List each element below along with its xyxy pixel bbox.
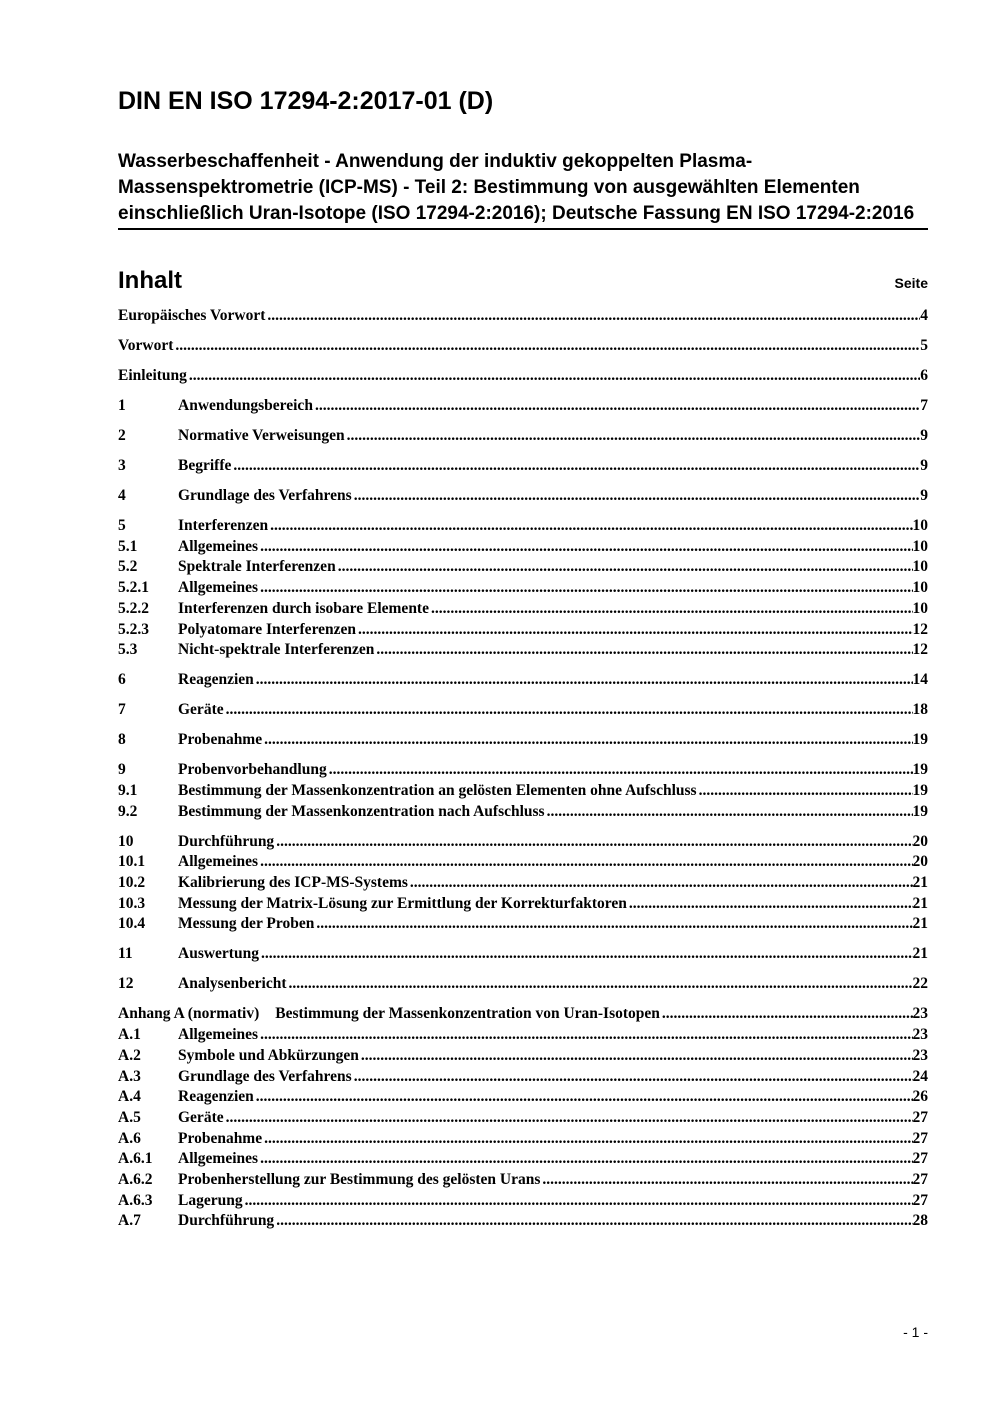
title-divider-line	[118, 228, 928, 230]
toc-entry	[118, 640, 928, 661]
toc-entry-number: 5.2.3	[118, 620, 149, 638]
page-column-label: Seite	[894, 275, 928, 291]
toc-entry	[118, 1211, 928, 1232]
toc-entry	[118, 760, 928, 781]
toc-leader-dots	[276, 832, 912, 853]
toc-leader-dots	[245, 1191, 913, 1212]
toc-leader-dots	[629, 894, 913, 915]
toc-entry-page: 23	[912, 1026, 928, 1044]
toc-entry	[118, 456, 928, 477]
toc-entry-page: 14	[912, 671, 928, 689]
toc-entry-title: Anwendungsbereich	[178, 397, 313, 414]
toc-entry-page: 19	[912, 761, 928, 779]
toc-entry-number: A.4	[118, 1088, 141, 1106]
toc-entry-number: 10.4	[118, 915, 146, 933]
toc-leader-dots	[256, 670, 913, 691]
toc-leader-dots	[547, 802, 913, 823]
toc-entry	[118, 1004, 928, 1025]
toc-entry	[118, 557, 928, 578]
toc-entry	[118, 578, 928, 599]
toc-entry-page: 19	[912, 781, 928, 799]
toc-entry-page: 10	[912, 537, 928, 555]
toc-entry-page: 21	[912, 945, 928, 963]
toc-entry-title: Allgemeines	[178, 537, 259, 555]
toc-entry	[118, 894, 928, 915]
toc-leader-dots	[260, 852, 912, 873]
toc-entry-number: 7	[118, 701, 126, 719]
toc-entry	[118, 306, 928, 327]
toc-entry-number: 5.1	[118, 537, 138, 555]
toc-entry-page: 4	[920, 307, 928, 324]
toc-leader-dots	[410, 873, 913, 894]
document-subtitle: Wasserbeschaffenheit - Anwendung der induktiv gekoppelten Plasma-Massenspektrometrie (ICP-MS) - Teil 2: Bestimmung von ausgewählten Elementen einschließlich Uran-Isotope (ISO 17294-2:2016); Deutsche Fassung EN ISO 17294-2:2016	[118, 151, 915, 224]
toc-leader-dots	[260, 1149, 912, 1170]
toc-entry-title: Bestimmung der Massenkonzentration an gelösten Elementen ohne Aufschluss	[178, 781, 697, 799]
toc-entry-title: Messung der Proben	[178, 915, 315, 933]
toc-entry-number: 5.2.1	[118, 579, 149, 597]
toc-entry-page: 9	[920, 457, 928, 474]
toc-entry-number: 10.2	[118, 874, 146, 892]
toc-entry-page: 21	[912, 915, 928, 933]
toc-entry-number: 10	[118, 832, 134, 850]
toc-leader-dots	[347, 426, 921, 447]
toc-entry-page: 12	[912, 620, 928, 638]
page-content	[118, 0, 928, 1232]
toc-entry-title: Interferenzen	[178, 517, 269, 534]
toc-entry-title: Geräte	[178, 701, 224, 719]
toc-entry-title: Allgemeines	[178, 853, 259, 871]
toc-leader-dots	[662, 1004, 913, 1025]
toc-entry-page: 20	[912, 832, 928, 850]
toc-entry-page: 23	[912, 1046, 928, 1064]
toc-entry-title: Bestimmung der Massenkonzentration von Uran-Isotopen	[275, 1005, 660, 1023]
toc-entry-title: Grundlage des Verfahrens	[178, 1067, 352, 1085]
toc-entry-number: 12	[118, 975, 134, 993]
toc-entry	[118, 1067, 928, 1088]
toc-entry-number: A.2	[118, 1046, 141, 1064]
toc-entry-number: 5	[118, 517, 126, 534]
toc-entry-page: 27	[912, 1129, 928, 1147]
toc-entry	[118, 1046, 928, 1067]
toc-entry	[118, 1129, 928, 1150]
toc-entry-number: 5.2.2	[118, 599, 149, 617]
toc-entry-page: 10	[912, 599, 928, 617]
toc-entry-title: Reagenzien	[178, 671, 254, 689]
toc-leader-dots	[260, 1025, 912, 1046]
toc-entry-page: 23	[912, 1005, 928, 1023]
toc-header-row	[118, 268, 928, 294]
toc-entry	[118, 620, 928, 641]
toc-entry-title: Allgemeines	[178, 1150, 259, 1168]
toc-entry-number: 5.3	[118, 641, 138, 659]
toc-entry-number: 8	[118, 731, 126, 749]
toc-entry-page: 5	[920, 337, 928, 354]
table-of-contents	[118, 306, 928, 1232]
toc-leader-dots	[315, 396, 920, 417]
toc-entry	[118, 336, 928, 357]
toc-entry-title: Auswertung	[178, 945, 259, 963]
toc-leader-dots	[175, 336, 920, 357]
toc-entry-number: 3	[118, 457, 126, 474]
toc-entry-page: 9	[920, 427, 928, 444]
toc-entry-page: 9	[920, 487, 928, 504]
toc-leader-dots	[338, 557, 913, 578]
toc-leader-dots	[354, 1067, 913, 1088]
toc-leader-dots	[270, 516, 912, 537]
toc-entry	[118, 700, 928, 721]
toc-entry	[118, 1170, 928, 1191]
toc-leader-dots	[699, 781, 913, 802]
toc-entry-number: 10.1	[118, 853, 146, 871]
toc-entry-title: Grundlage des Verfahrens	[178, 487, 352, 504]
toc-entry-title: Reagenzien	[178, 1088, 254, 1106]
toc-entry-title: Geräte	[178, 1108, 224, 1126]
toc-entry-title: Polyatomare Interferenzen	[178, 620, 357, 638]
toc-entry	[118, 802, 928, 823]
toc-entry-number: A.6.1	[118, 1150, 153, 1168]
toc-leader-dots	[226, 1108, 913, 1129]
toc-entry-page: 27	[912, 1108, 928, 1126]
toc-entry-page: 10	[912, 517, 928, 534]
toc-entry-page: 26	[912, 1088, 928, 1106]
toc-leader-dots	[354, 486, 921, 507]
toc-leader-dots	[358, 620, 912, 641]
toc-heading: Inhalt	[118, 267, 182, 294]
toc-entry-title: Nicht-spektrale Interferenzen	[178, 641, 375, 659]
toc-entry-number: 2	[118, 427, 126, 444]
toc-entry-number: 5.2	[118, 558, 138, 576]
toc-entry-page: 22	[912, 975, 928, 993]
document-title: DIN EN ISO 17294-2:2017-01 (D)	[118, 87, 494, 115]
toc-entry	[118, 832, 928, 853]
toc-leader-dots	[276, 1211, 912, 1232]
toc-entry-title: Probenherstellung zur Bestimmung des gelösten Urans	[178, 1171, 541, 1189]
toc-entry-number: A.1	[118, 1026, 141, 1044]
toc-entry-number: A.3	[118, 1067, 141, 1085]
toc-entry-title: Normative Verweisungen	[178, 427, 345, 444]
toc-entry	[118, 974, 928, 995]
toc-entry-title: Probenvorbehandlung	[178, 761, 327, 779]
toc-entry	[118, 730, 928, 751]
toc-entry-number: 1	[118, 397, 126, 414]
toc-entry	[118, 516, 928, 537]
toc-entry-page: 7	[920, 397, 928, 414]
toc-entry-title: Europäisches Vorwort	[118, 307, 266, 324]
toc-entry	[118, 1108, 928, 1129]
toc-entry	[118, 426, 928, 447]
toc-leader-dots	[261, 944, 913, 965]
toc-entry	[118, 599, 928, 620]
toc-entry-title: Analysenbericht	[178, 975, 287, 993]
toc-entry-number: Anhang A (normativ)	[118, 1005, 260, 1023]
toc-entry-title: Durchführung	[178, 1212, 275, 1230]
toc-entry-number: A.7	[118, 1212, 141, 1230]
toc-entry-title: Lagerung	[178, 1191, 243, 1209]
toc-leader-dots	[233, 456, 920, 477]
toc-entry-number: 9.1	[118, 781, 138, 799]
toc-leader-dots	[376, 640, 912, 661]
toc-entry	[118, 1025, 928, 1046]
toc-entry	[118, 1149, 928, 1170]
toc-leader-dots	[226, 700, 913, 721]
toc-entry-number: A.5	[118, 1108, 141, 1126]
toc-leader-dots	[431, 599, 913, 620]
toc-entry-number: 9.2	[118, 802, 138, 820]
toc-entry-page: 24	[912, 1067, 928, 1085]
toc-entry-title: Durchführung	[178, 832, 275, 850]
toc-entry	[118, 852, 928, 873]
toc-leader-dots	[260, 537, 912, 558]
toc-entry	[118, 486, 928, 507]
toc-entry	[118, 944, 928, 965]
toc-leader-dots	[264, 730, 912, 751]
toc-entry-title: Probenahme	[178, 1129, 263, 1147]
toc-leader-dots	[361, 1046, 913, 1067]
toc-entry-title: Spektrale Interferenzen	[178, 558, 336, 576]
toc-entry-title: Messung der Matrix-Lösung zur Ermittlung der Korrekturfaktoren	[178, 894, 627, 912]
toc-entry-number: A.6.2	[118, 1171, 153, 1189]
toc-entry-page: 27	[912, 1191, 928, 1209]
toc-entry-title: Kalibrierung des ICP-MS-Systems	[178, 874, 408, 892]
toc-entry-page: 21	[912, 874, 928, 892]
toc-entry-page: 10	[912, 579, 928, 597]
toc-leader-dots	[256, 1087, 913, 1108]
toc-entry	[118, 1191, 928, 1212]
toc-entry	[118, 670, 928, 691]
toc-entry	[118, 537, 928, 558]
toc-entry-page: 21	[912, 894, 928, 912]
toc-leader-dots	[260, 578, 912, 599]
toc-entry	[118, 781, 928, 802]
toc-entry-number: 10.3	[118, 894, 146, 912]
toc-entry	[118, 914, 928, 935]
toc-entry-number: A.6.3	[118, 1191, 153, 1209]
toc-leader-dots	[329, 760, 913, 781]
toc-entry-number: 9	[118, 761, 126, 779]
toc-entry-number: 4	[118, 487, 126, 504]
toc-leader-dots	[264, 1129, 912, 1150]
toc-entry-title: Bestimmung der Massenkonzentration nach Aufschluss	[178, 802, 545, 820]
toc-entry	[118, 366, 928, 387]
toc-entry-page: 27	[912, 1171, 928, 1189]
toc-entry-page: 27	[912, 1150, 928, 1168]
toc-entry-page: 6	[920, 367, 928, 384]
toc-entry-title: Allgemeines	[178, 579, 259, 597]
toc-leader-dots	[289, 974, 913, 995]
toc-leader-dots	[189, 366, 920, 387]
toc-entry-title: Begriffe	[178, 457, 232, 474]
toc-entry-page: 12	[912, 641, 928, 659]
toc-entry-page: 20	[912, 853, 928, 871]
toc-entry-page: 19	[912, 731, 928, 749]
toc-entry-page: 28	[912, 1212, 928, 1230]
toc-leader-dots	[542, 1170, 912, 1191]
toc-entry-number: A.6	[118, 1129, 141, 1147]
toc-entry-title: Symbole und Abkürzungen	[178, 1046, 359, 1064]
footer-page-number: - 1 -	[903, 1324, 928, 1340]
toc-entry-title: Probenahme	[178, 731, 263, 749]
toc-entry-title: Allgemeines	[178, 1026, 259, 1044]
toc-entry-title: Einleitung	[118, 367, 187, 384]
toc-entry-number: 11	[118, 945, 133, 963]
toc-leader-dots	[267, 306, 920, 327]
toc-entry	[118, 396, 928, 417]
toc-entry-page: 19	[912, 802, 928, 820]
toc-entry-title: Vorwort	[118, 337, 174, 354]
toc-entry-page: 18	[912, 701, 928, 719]
toc-entry	[118, 1087, 928, 1108]
toc-entry	[118, 873, 928, 894]
toc-entry-page: 10	[912, 558, 928, 576]
toc-leader-dots	[316, 914, 912, 935]
toc-entry-number: 6	[118, 671, 126, 689]
toc-entry-title: Interferenzen durch isobare Elemente	[178, 599, 429, 617]
